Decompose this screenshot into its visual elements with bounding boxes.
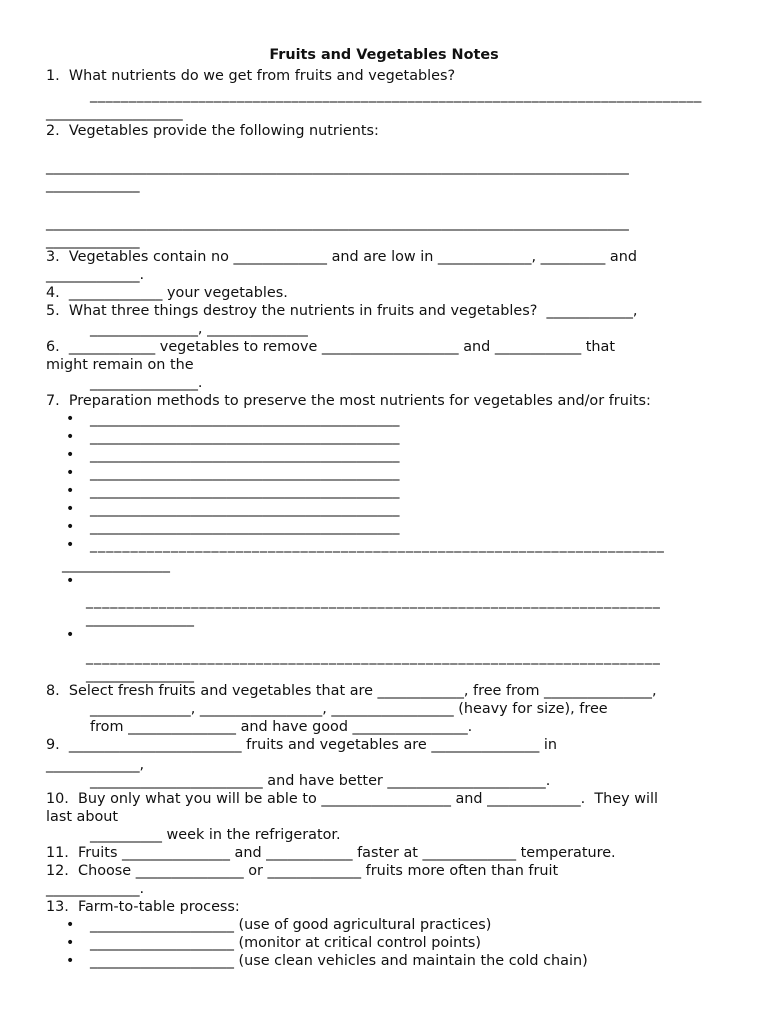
question-10: 10. Buy only what you will be able to __________________ and _____________. They will — [46, 791, 658, 807]
bullet: • — [66, 537, 75, 553]
question-9-cont: ________________________ and have better ______________________. — [90, 773, 551, 789]
answer-line: ___________________________________________ — [90, 519, 400, 535]
question-8: 8. Select fresh fruits and vegetables that are ____________, free from _______________, — [46, 683, 657, 699]
bullet: • — [66, 465, 75, 481]
question-6: 6. ____________ vegetables to remove ___________________ and ____________ that — [46, 339, 615, 355]
question-4: 4. _____________ your vegetables. — [46, 285, 288, 301]
question-3-cont: _____________. — [46, 267, 145, 283]
bullet: • — [66, 483, 75, 499]
answer-line: _______________________________________________________________________ — [86, 593, 661, 609]
farm-step: ____________________ (use of good agricultural practices) — [90, 917, 492, 933]
bullet: • — [66, 627, 75, 643]
bullet: • — [66, 917, 75, 933]
question-12: 12. Choose _______________ or _____________ fruits more often than fruit — [46, 863, 559, 879]
question-3: 3. Vegetables contain no _____________ and are low in _____________, _________ and — [46, 249, 637, 265]
question-5-cont: _______________, ______________ — [90, 321, 308, 337]
bullet: • — [66, 447, 75, 463]
bullet: • — [66, 573, 75, 589]
question-9: 9. ________________________ fruits and vegetables are _______________ in — [46, 737, 557, 753]
answer-line: _____________ — [46, 177, 140, 193]
question-6-cont: might remain on the — [46, 357, 194, 373]
farm-step: ____________________ (monitor at critical control points) — [90, 935, 482, 951]
answer-line: _______________________________________________________________________________ — [90, 87, 702, 103]
answer-line: ___________________________________________ — [90, 447, 400, 463]
question-1: 1. What nutrients do we get from fruits and vegetables? — [46, 68, 456, 84]
question-6-cont: _______________. — [90, 375, 203, 391]
question-9-cont: _____________, — [46, 757, 145, 773]
question-10-cont: last about — [46, 809, 119, 825]
bullet: • — [66, 429, 75, 445]
question-8-cont: from _______________ and have good ________________. — [90, 719, 473, 735]
answer-line: _______________ — [62, 557, 170, 573]
answer-line: _________________________________________________________________________________ — [46, 215, 629, 231]
answer-line: ___________________________________________ — [90, 465, 400, 481]
question-12-cont: _____________. — [46, 881, 145, 897]
question-5: 5. What three things destroy the nutrients in fruits and vegetables? ____________, — [46, 303, 638, 319]
answer-line: _______________________________________________________________________ — [90, 537, 665, 553]
answer-line: _______________ — [86, 611, 194, 627]
page-title: Fruits and Vegetables Notes — [269, 47, 499, 63]
bullet: • — [66, 519, 75, 535]
bullet: • — [66, 411, 75, 427]
question-7: 7. Preparation methods to preserve the most nutrients for vegetables and/or fruits: — [46, 393, 651, 409]
bullet: • — [66, 935, 75, 951]
question-2: 2. Vegetables provide the following nutrients: — [46, 123, 379, 139]
answer-line: ___________________________________________ — [90, 411, 400, 427]
question-11: 11. Fruits _______________ and ____________ faster at _____________ temperature. — [46, 845, 616, 861]
answer-line: ___________________________________________ — [90, 501, 400, 517]
answer-line: _____________ — [46, 233, 140, 249]
farm-step: ____________________ (use clean vehicles and maintain the cold chain) — [90, 953, 588, 969]
answer-line: _______________________________________________________________________ — [86, 649, 661, 665]
question-13: 13. Farm-to-table process: — [46, 899, 240, 915]
answer-line: _________________________________________________________________________________ — [46, 159, 629, 175]
answer-line: ___________________________________________ — [90, 483, 400, 499]
answer-line: _______________ — [86, 667, 194, 683]
answer-line: ___________________ — [46, 105, 183, 121]
bullet: • — [66, 953, 75, 969]
question-10-cont: __________ week in the refrigerator. — [90, 827, 341, 843]
answer-line: ___________________________________________ — [90, 429, 400, 445]
question-8-cont: ______________, _________________, _________________ (heavy for size), free — [90, 701, 608, 717]
bullet: • — [66, 501, 75, 517]
